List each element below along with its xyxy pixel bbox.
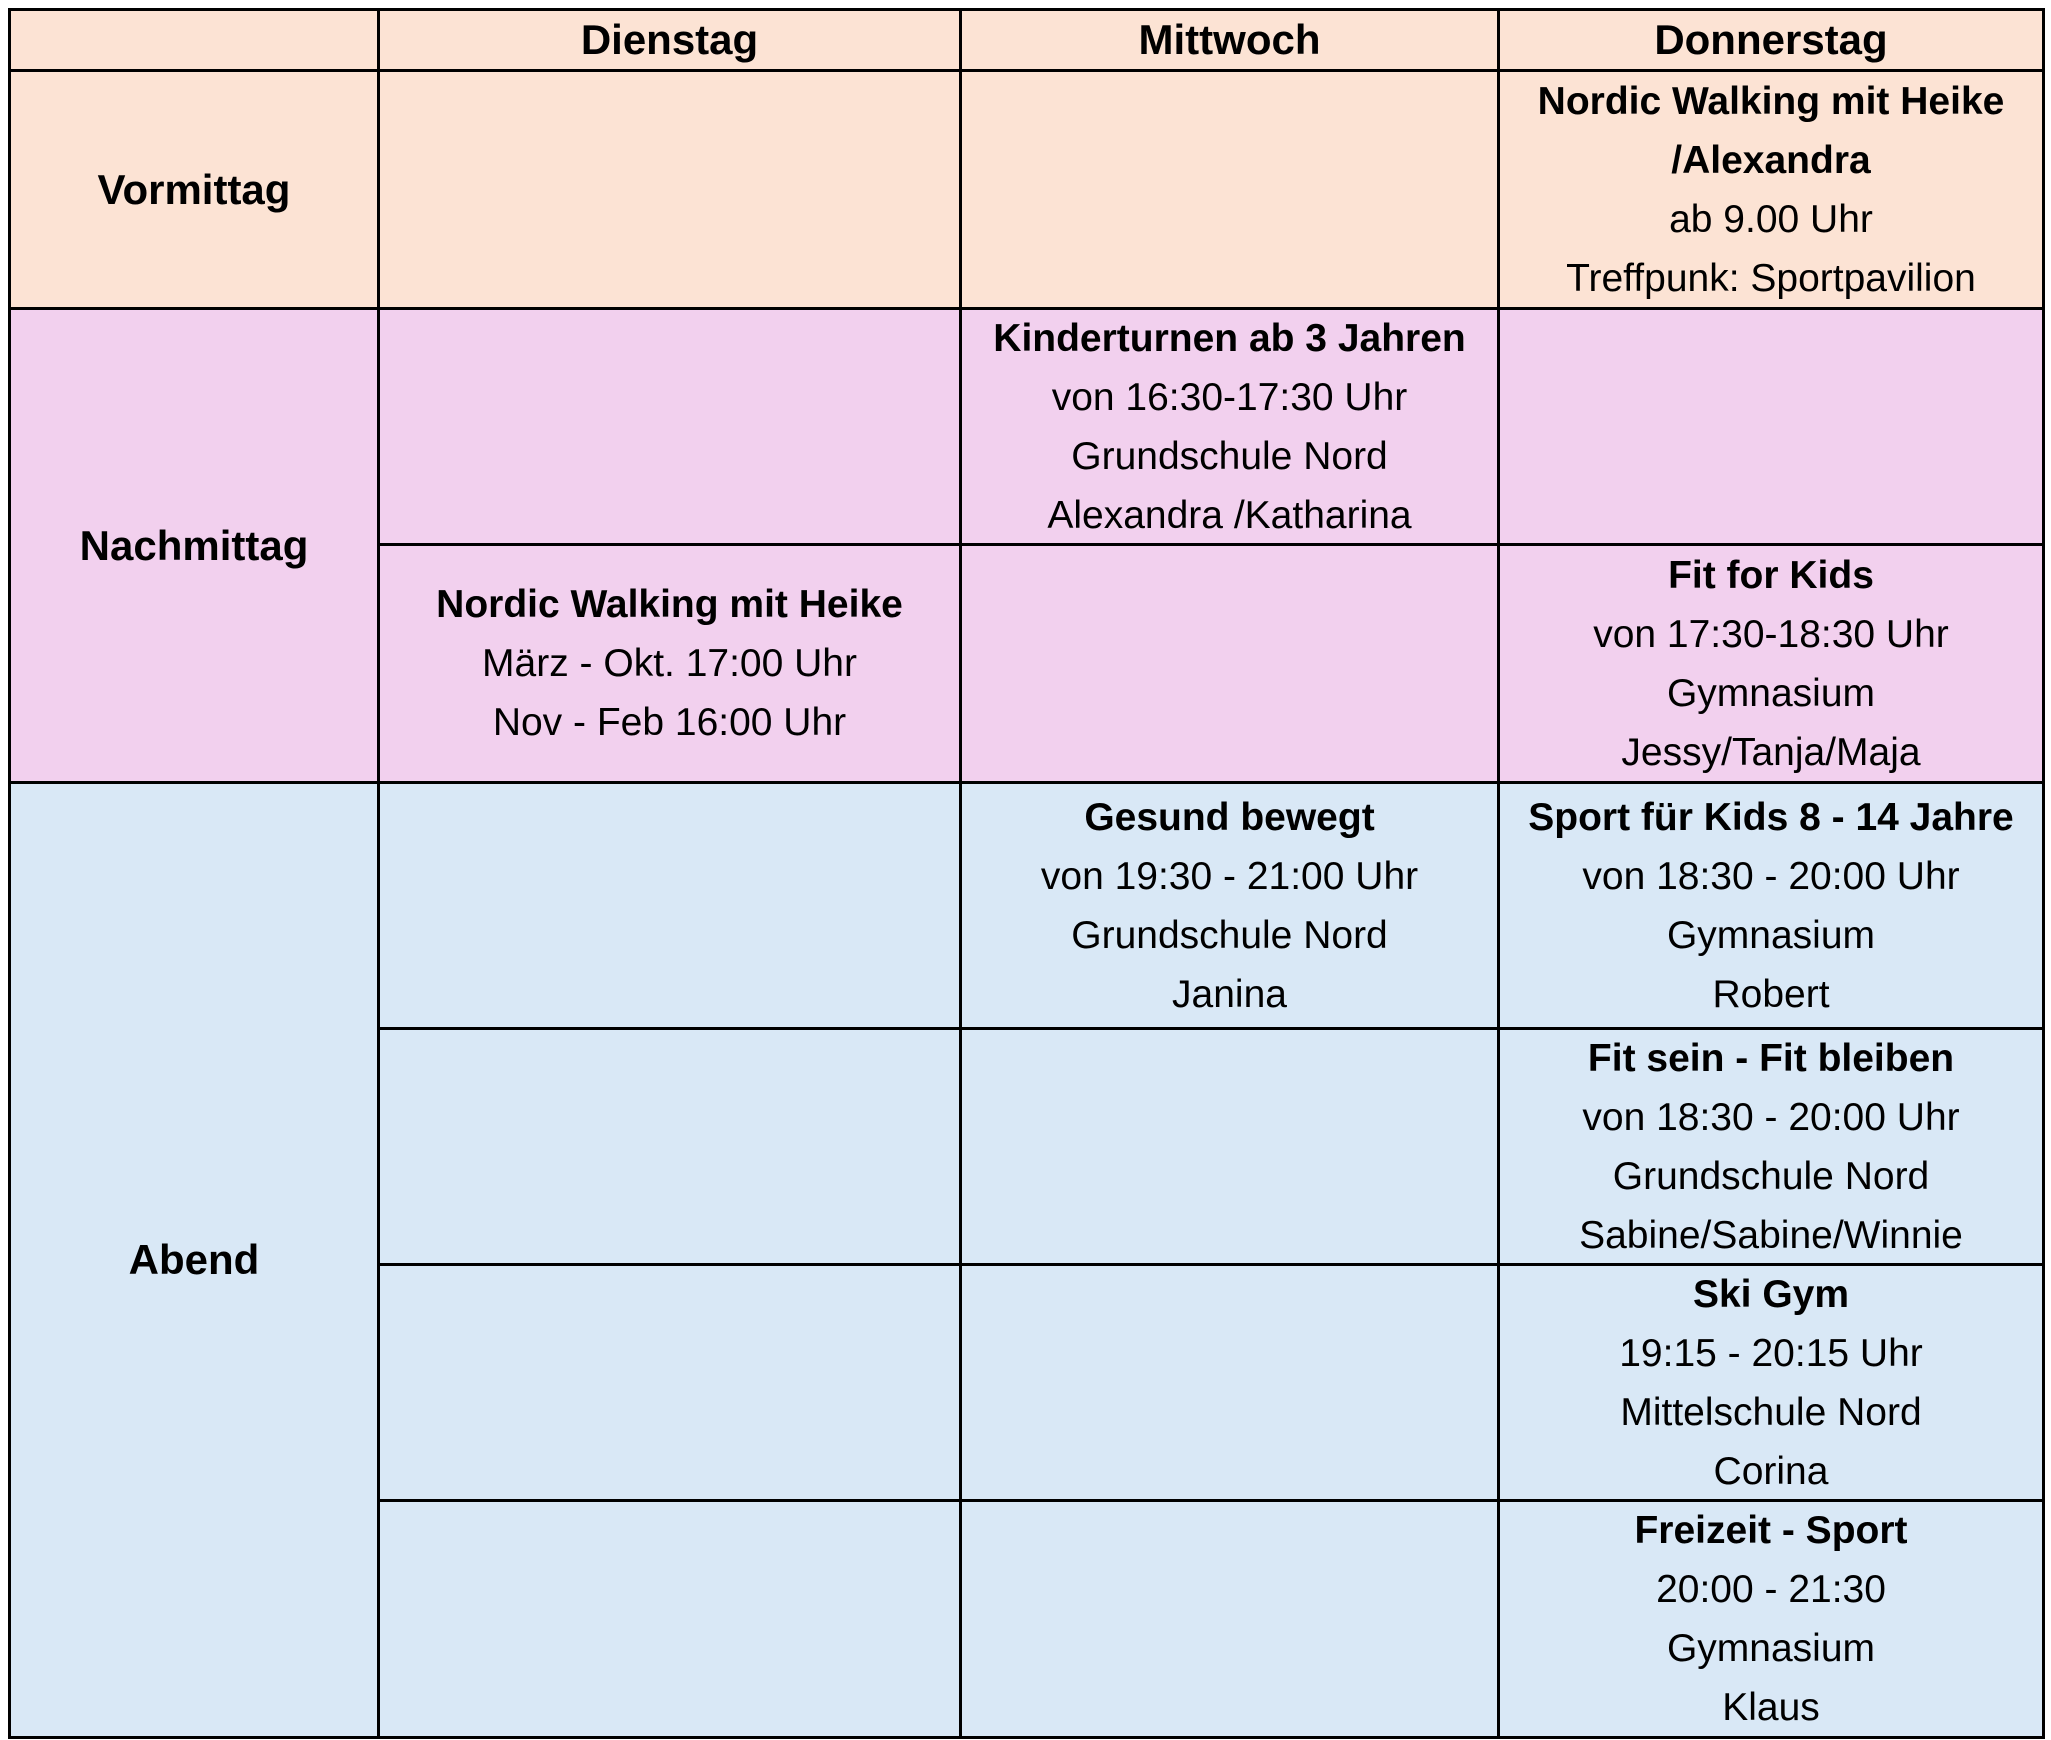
course-detail: ab 9.00 Uhr (1669, 197, 1873, 241)
slot-cell (377, 307, 962, 546)
slot-cell (959, 1027, 1500, 1266)
course-detail: Grundschule Nord (1612, 1154, 1930, 1198)
course-detail: von 16:30-17:30 Uhr (1051, 375, 1408, 419)
course-cell (1497, 69, 2045, 310)
course-detail: Janina (1172, 972, 1287, 1016)
course-cell (1497, 1263, 2045, 1502)
day-label: Mittwoch (1138, 16, 1321, 63)
header-corner (8, 8, 380, 72)
course-title: Fit sein - Fit bleiben (1587, 1036, 1955, 1080)
course-detail: Sabine/Sabine/Winnie (1579, 1213, 1963, 1257)
course-cell (1497, 543, 2045, 784)
course-detail: Grundschule Nord (1071, 434, 1388, 478)
course-detail: 19:15 - 20:15 Uhr (1619, 1331, 1923, 1375)
day-label: Donnerstag (1654, 16, 1888, 63)
slot-cell (959, 543, 1500, 784)
course-detail: Robert (1712, 972, 1830, 1016)
course-title: Sport für Kids 8 - 14 Jahre (1528, 795, 2014, 839)
slot-cell (377, 1499, 962, 1739)
course-detail: /Alexandra (1671, 138, 1871, 182)
slot-cell (377, 1263, 962, 1502)
course-cell (1497, 1027, 2045, 1266)
course-detail: 20:00 - 21:30 (1656, 1568, 1886, 1611)
course-cell (959, 781, 1500, 1030)
course-detail: Grundschule Nord (1071, 913, 1388, 957)
course-detail: von 19:30 - 21:00 Uhr (1040, 854, 1419, 898)
course-title: Kinderturnen ab 3 Jahren (993, 316, 1466, 360)
period-abend (8, 781, 380, 1739)
course-title: Ski Gym (1692, 1272, 1850, 1316)
course-detail: Gymnasium (1666, 1627, 1876, 1670)
course-detail: von 18:30 - 20:00 Uhr (1582, 854, 1960, 898)
slot-cell (1497, 307, 2045, 546)
course-detail: Klaus (1722, 1686, 1820, 1729)
header-day-dienstag (377, 8, 962, 72)
course-detail: Treffpunk: Sportpavilion (1566, 256, 1976, 300)
slot-cell (959, 1499, 1500, 1739)
course-detail: Gymnasium (1666, 913, 1876, 957)
slot-cell (959, 69, 1500, 310)
course-detail: von 17:30-18:30 Uhr (1593, 612, 1949, 656)
course-detail: Mittelschule Nord (1620, 1390, 1922, 1434)
slot-cell (959, 1263, 1500, 1502)
course-detail: März - Okt. 17:00 Uhr (482, 642, 857, 685)
slot-cell (377, 69, 962, 310)
period-nachmittag (8, 307, 380, 784)
day-label: Dienstag (580, 16, 759, 63)
course-title: Fit for Kids (1668, 553, 1874, 597)
header-day-mittwoch (959, 8, 1500, 72)
course-title: Nordic Walking mit Heike (1537, 79, 2005, 123)
course-detail: Gymnasium (1666, 671, 1876, 715)
course-title: Gesund bewegt (1084, 795, 1375, 839)
course-detail: Jessy/Tanja/Maja (1621, 730, 1921, 774)
period-label: Abend (128, 1236, 260, 1283)
period-label: Vormittag (97, 165, 291, 213)
course-detail: Nov - Feb 16:00 Uhr (492, 701, 847, 744)
slot-cell (377, 781, 962, 1030)
course-detail: Corina (1713, 1449, 1829, 1493)
course-title: Freizeit - Sport (1634, 1509, 1908, 1552)
course-cell (377, 543, 962, 784)
slot-cell (377, 1027, 962, 1266)
period-label: Nachmittag (79, 521, 309, 569)
course-cell (959, 307, 1500, 546)
course-cell (1497, 781, 2045, 1030)
period-vormittag (8, 69, 380, 310)
course-title: Nordic Walking mit Heike (436, 583, 903, 626)
course-detail: Alexandra /Katharina (1047, 493, 1412, 537)
course-detail: von 18:30 - 20:00 Uhr (1582, 1095, 1960, 1139)
header-day-donnerstag (1497, 8, 2045, 72)
course-cell (1497, 1499, 2045, 1739)
